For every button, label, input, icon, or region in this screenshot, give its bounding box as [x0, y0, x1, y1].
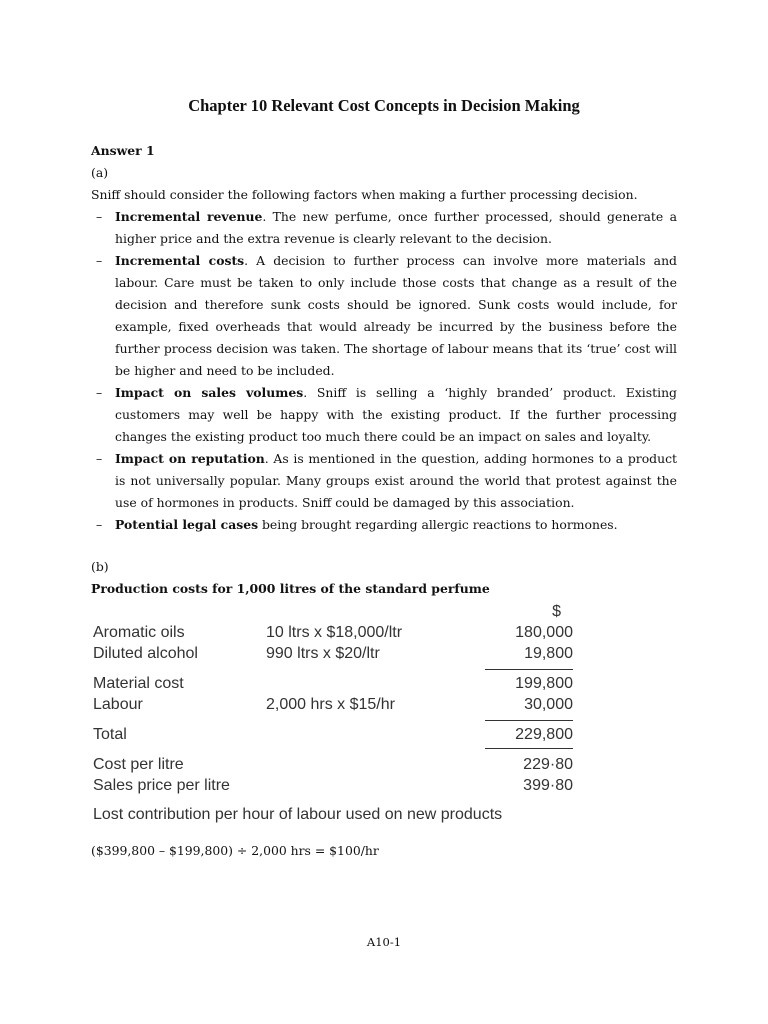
answer-heading: Answer 1 — [91, 143, 155, 158]
table-row — [93, 645, 583, 666]
currency-header: $ — [552, 603, 561, 620]
table-row — [93, 696, 583, 717]
table-row — [93, 675, 583, 696]
row-label: Cost per litre — [93, 756, 184, 773]
double-rule-row — [93, 747, 583, 756]
production-heading: Production costs for 1,000 litres of the standard perfume — [91, 581, 490, 596]
row-label: Diluted alcohol — [93, 645, 198, 662]
list-item — [91, 514, 677, 536]
bullet-heading: Incremental revenue — [115, 209, 263, 224]
row-label: Aromatic oils — [93, 624, 185, 641]
bullet-text: . As is mentioned in the question, adding hormones to a product is not universally popular. Many groups exist around the world that protest against the use of hormones in products. Sniff could be damaged by this association. — [115, 451, 677, 510]
list-item — [91, 250, 677, 382]
row-calc: 2,000 hrs x $15/hr — [266, 696, 395, 713]
answer-section — [91, 140, 677, 536]
table-row — [93, 624, 583, 645]
row-amount: 30,000 — [524, 696, 573, 713]
dash-bullet: – — [96, 209, 103, 224]
total-rule — [485, 720, 573, 721]
list-item — [91, 448, 677, 514]
list-item — [91, 206, 677, 250]
row-label: Material cost — [93, 675, 184, 692]
bullet-heading: Impact on reputation — [115, 451, 265, 466]
subtotal-rule-row — [93, 666, 583, 675]
contribution-formula: ($399,800 – $199,800) ÷ 2,000 hrs = $100/hr — [91, 843, 379, 858]
row-amount: 229·80 — [523, 756, 573, 773]
page-title: Chapter 10 Relevant Cost Concepts in Decision Making — [188, 96, 580, 115]
part-b-section — [91, 556, 677, 600]
intro-paragraph: Sniff should consider the following factors when making a further processing decision. — [91, 187, 638, 202]
row-amount: 180,000 — [515, 624, 573, 641]
dash-bullet: – — [96, 451, 103, 466]
bullet-text: . A decision to further process can involve more materials and labour. Care must be taken to only include those costs that change as a result of the decision and therefore sunk costs should be ignored. Sunk costs would include, for example, fixed overheads that would already be incurred by the business before the further process decision was taken. The shortage of labour means that its ‘true’ cost will be higher and need to be included. — [115, 253, 677, 378]
row-label: Labour — [93, 696, 143, 713]
part-a-label: (a) — [91, 165, 109, 180]
row-amount: 399·80 — [523, 777, 573, 794]
bullet-heading: Incremental costs — [115, 253, 245, 268]
cost-table — [93, 603, 583, 798]
part-b-label: (b) — [91, 559, 109, 574]
total-rule-row — [93, 717, 583, 726]
page-number: A10-1 — [366, 935, 402, 949]
row-amount: 19,800 — [524, 645, 573, 662]
dash-bullet: – — [96, 517, 103, 532]
lost-contribution-heading: Lost contribution per hour of labour used on new products — [93, 806, 503, 823]
dash-bullet: – — [96, 253, 103, 268]
table-header-row — [93, 603, 583, 624]
row-amount: 229,800 — [515, 726, 573, 743]
bullet-text: . The new perfume, once further processed, should generate a higher price and the extra revenue is clearly relevant to the decision. — [115, 209, 677, 246]
factor-list — [91, 206, 677, 536]
row-label: Sales price per litre — [93, 777, 230, 794]
table-row — [93, 726, 583, 747]
row-amount: 199,800 — [515, 675, 573, 692]
bullet-text: being brought regarding allergic reactions to hormones. — [258, 517, 618, 532]
table-row — [93, 777, 583, 798]
table-row — [93, 756, 583, 777]
total-underline — [485, 748, 573, 749]
row-calc: 10 ltrs x $18,000/ltr — [266, 624, 403, 641]
bullet-heading: Impact on sales volumes — [115, 385, 304, 400]
bullet-text: . Sniff is selling a ‘highly branded’ product. Existing customers may well be happy with the existing product. If the further processing changes the existing product too much there could be an impact on sales and loyalty. — [115, 385, 677, 444]
subtotal-rule — [485, 669, 573, 670]
bullet-heading: Potential legal cases — [115, 517, 259, 532]
row-calc: 990 ltrs x $20/ltr — [266, 645, 380, 662]
dash-bullet: – — [96, 385, 103, 400]
row-label: Total — [93, 726, 127, 743]
list-item — [91, 382, 677, 448]
